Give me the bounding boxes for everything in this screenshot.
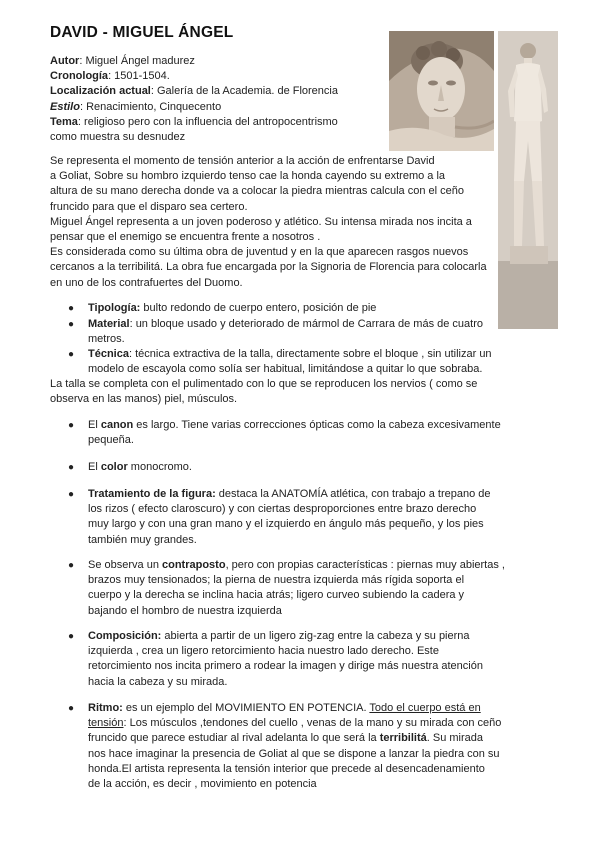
meta-estilo: Estilo: Renacimiento, Cinquecento <box>50 100 222 113</box>
david-head-illustration <box>389 31 494 151</box>
list-item-tecnica: ● Técnica: técnica extractiva de la talla, directamente sobre el bloque , sin utilizar un modelo de escayola como solía ser habitual, limitándose a quitar lo que sobraba. <box>68 348 492 376</box>
bullet-icon: ● <box>68 462 75 473</box>
bullet-icon: ● <box>68 420 75 431</box>
meta-autor: Autor: Miguel Ángel madurez <box>50 55 195 67</box>
bullet-icon: ● <box>68 303 75 314</box>
list-item-composicion: ● Composición: abierta a partir de un ligero zig-zag entre la cabeza y su pierna izquierda , crea un ligero retorcimiento hacia nuestro lado derecho. Este retorcimiento nos incita primero a rodear la imagen y dirige más nuestra atención hacia la cabeza y su mirada. <box>68 630 483 688</box>
list-item-ritmo: ● Ritmo: es un ejemplo del MOVIMIENTO EN POTENCIA. Todo el cuerpo está en tensión: Los músculos ,tendones del cuello , venas de la mano y su mirada con ceño fruncido que parece estudiar al rival adelanta lo que será la terribilitá. Su mirada nos hace imaginar la presencia de Goliat al que se dispone a lanzar la piedra con su honda.El artista representa la tensión interior que precede al desencadenamiento de la acción, es decir , movimiento en potencia <box>68 702 502 791</box>
bullet-icon: ● <box>68 489 75 500</box>
bullet-icon: ● <box>68 349 75 360</box>
talla-paragraph: La talla se completa con el pulimentado con lo que se reproducen los nervios ( como se observa en las manos) piel, músculos. <box>50 378 478 406</box>
bullet-icon: ● <box>68 319 75 330</box>
bullet-icon: ● <box>68 703 75 714</box>
meta-tema-cont: como muestra su desnudez <box>50 131 186 144</box>
page-title: DAVID - MIGUEL ÁNGEL <box>50 24 234 41</box>
meta-localizacion: Localización actual: Galería de la Academia. de Florencia <box>50 85 338 98</box>
meta-cronologia: Cronología: 1501-1504. <box>50 70 170 83</box>
list-item-tratamiento: ● Tratamiento de la figura: destaca la ANATOMÍA atlética, con trabajo a trepano de los rizos ( efecto claroscuro) y con ciertas desproporciones entre brazo derecho muy largo y con una gran mano y el izquierdo en ángulo más pequeño, y los pies también muy grandes. <box>68 488 491 546</box>
david-head-image <box>389 31 494 151</box>
bullet-icon: ● <box>68 560 75 571</box>
intro-paragraph: Se representa el momento de tensión anterior a la acción de enfrentarse David a Goliat, Sobre su hombro izquierdo tenso cae la honda cayendo su extremo a la altura de su mano derecha donde va a colocar la piedra mientras calcula con el ceño fruncido para que el disparo sea certero. Miguel Ángel representa a un joven poderoso y atlético. Su intensa mirada nos incita a pensar que el enemigo se encuentra frente a nosotros . Es considerada como su última obra de juventud y en la que aparecen rasgos nuevos cercanos a la terribilitá. La obra fue encargada por la Signoria de Florencia para colocarla en uno de los contrafuertes del Duomo. <box>50 155 487 289</box>
meta-tema: Tema: religioso pero con la influencia del antropocentrismo <box>50 115 338 128</box>
artwork-metadata <box>50 54 385 145</box>
list-item-tipologia: ● Tipología: bulto redondo de cuerpo entero, posición de pie <box>50 301 550 316</box>
list-item-color: ● El color monocromo. <box>50 460 550 475</box>
list-item-contraposto: ● Se observa un contraposto, pero con propias características : piernas muy abiertas , brazos muy tensionados; la pierna de nuestra izquierda más rígida soporta el cuerpo y la derecha se inclina hacia atrás; ligero curveo subiendo la cadera y bajando el hombro de nuestra izquierda <box>68 559 505 617</box>
list-item-canon: ● El canon es largo. Tiene varias correcciones ópticas como la cabeza excesivamente pequeña. <box>68 419 501 447</box>
list-item-material: ● Material: un bloque usado y deteriorado de mármol de Carrara de más de cuatro metros. <box>68 318 484 346</box>
bullet-icon: ● <box>68 631 75 642</box>
